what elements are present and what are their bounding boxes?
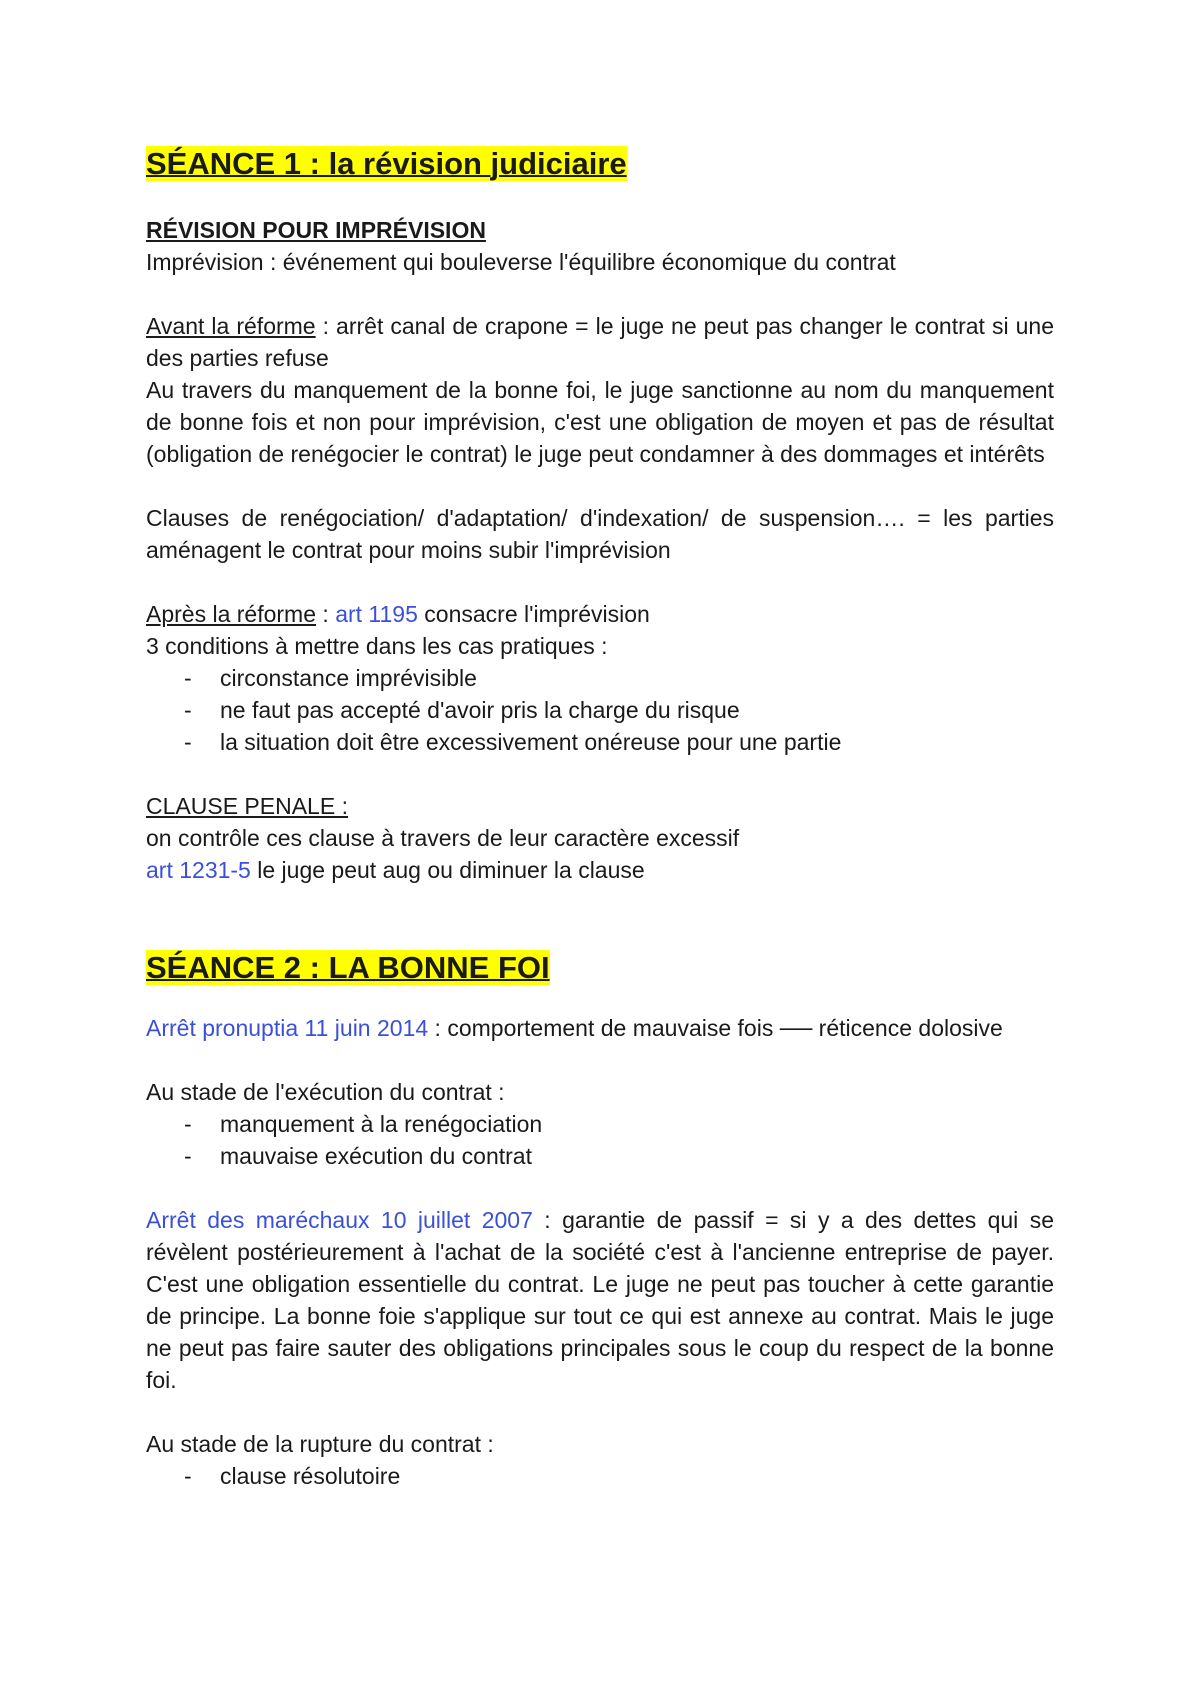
revision-subtitle: RÉVISION POUR IMPRÉVISION: [146, 217, 486, 243]
list-item: [146, 1460, 1054, 1492]
rupture-intro: Au stade de la rupture du contrat :: [146, 1431, 494, 1457]
list-item: [146, 1108, 1054, 1140]
execution-item-text: manquement à la renégociation: [220, 1111, 543, 1137]
pronuptia-paragraph: [146, 1012, 1054, 1044]
execution-item-text: mauvaise exécution du contrat: [220, 1143, 532, 1169]
art-1231-link[interactable]: art 1231-5: [146, 857, 258, 883]
marechaux-paragraph: [146, 1204, 1054, 1396]
condition-text: ne faut pas accepté d'avoir pris la charge du risque: [220, 697, 740, 723]
apres-reforme-paragraph: [146, 598, 1054, 630]
art-1231-paragraph: [146, 854, 1054, 886]
list-dash: -: [184, 1111, 192, 1137]
apres-reforme-label: Après la réforme: [146, 601, 317, 627]
list-dash: -: [184, 697, 192, 723]
seance-2-title: SÉANCE 2 : LA BONNE FOI: [146, 950, 550, 985]
list-item: [146, 726, 1054, 758]
list-dash: -: [184, 1463, 192, 1489]
avant-reforme-paragraph: [146, 310, 1054, 374]
list-item: [146, 662, 1054, 694]
avant-reforme-text: : arrêt canal de crapone = le juge ne peut pas changer le contrat si une des parties refuse: [146, 313, 1054, 371]
pronuptia-text: : comportement de mauvaise fois ── réticence dolosive: [434, 1015, 1003, 1041]
condition-text: la situation doit être excessivement onéreuse pour une partie: [220, 729, 842, 755]
condition-text: circonstance imprévisible: [220, 665, 477, 691]
imprevision-definition: Imprévision : événement qui bouleverse l'équilibre économique du contrat: [146, 249, 896, 275]
apres-reforme-sep: :: [316, 601, 336, 627]
avant-reforme-label: Avant la réforme: [146, 313, 316, 339]
list-dash: -: [184, 729, 192, 755]
conditions-list: [146, 662, 1054, 758]
apres-reforme-text: consacre l'imprévision: [417, 601, 650, 627]
marechaux-text: : garantie de passif = si y a des dettes qui se révèlent postérieurement à l'achat de la société c'est à l'ancienne entreprise de payer. C'est une obligation essentielle du contrat. Le juge ne peut pas toucher à cette garantie de principe. La bonne foie s'applique sur tout ce qui est annexe au contrat. Mais le juge ne peut pas faire sauter des obligations principales sous le coup du respect de la bonne foi.: [146, 1207, 1054, 1393]
art-1231-text: le juge peut aug ou diminuer la clause: [257, 857, 645, 883]
rupture-list: [146, 1460, 1054, 1492]
seance-2-heading: [146, 948, 1054, 988]
conditions-intro: 3 conditions à mettre dans les cas pratiques :: [146, 633, 608, 659]
marechaux-link[interactable]: Arrêt des maréchaux 10 juillet 2007: [146, 1207, 545, 1233]
rupture-item-text: clause résolutoire: [220, 1463, 401, 1489]
execution-intro: Au stade de l'exécution du contrat :: [146, 1079, 505, 1105]
clauses-paragraph: Clauses de renégociation/ d'adaptation/ d'indexation/ de suspension…. = les parties aménagent le contrat pour moins subir l'imprévision: [146, 505, 1054, 563]
list-item: [146, 1140, 1054, 1172]
seance-1-title: SÉANCE 1 : la révision judiciaire: [146, 146, 627, 181]
clause-penale-text: on contrôle ces clause à travers de leur caractère excessif: [146, 825, 740, 851]
pronuptia-link[interactable]: Arrêt pronuptia 11 juin 2014: [146, 1015, 435, 1041]
list-dash: -: [184, 665, 192, 691]
execution-list: [146, 1108, 1054, 1172]
bonne-foi-paragraph: Au travers du manquement de la bonne foi, le juge sanctionne au nom du manquement de bonne fois et non pour imprévision, c'est une obligation de moyen et pas de résultat (obligation de renégocier le contrat) le juge peut condamner à des dommages et intérêts: [146, 377, 1054, 467]
list-item: [146, 694, 1054, 726]
list-dash: -: [184, 1143, 192, 1169]
clause-penale-label: CLAUSE PENALE :: [146, 793, 348, 819]
clause-penale-heading: [146, 790, 1054, 822]
seance-1-heading: [146, 144, 1054, 184]
art-1195-link[interactable]: art 1195: [335, 601, 418, 627]
